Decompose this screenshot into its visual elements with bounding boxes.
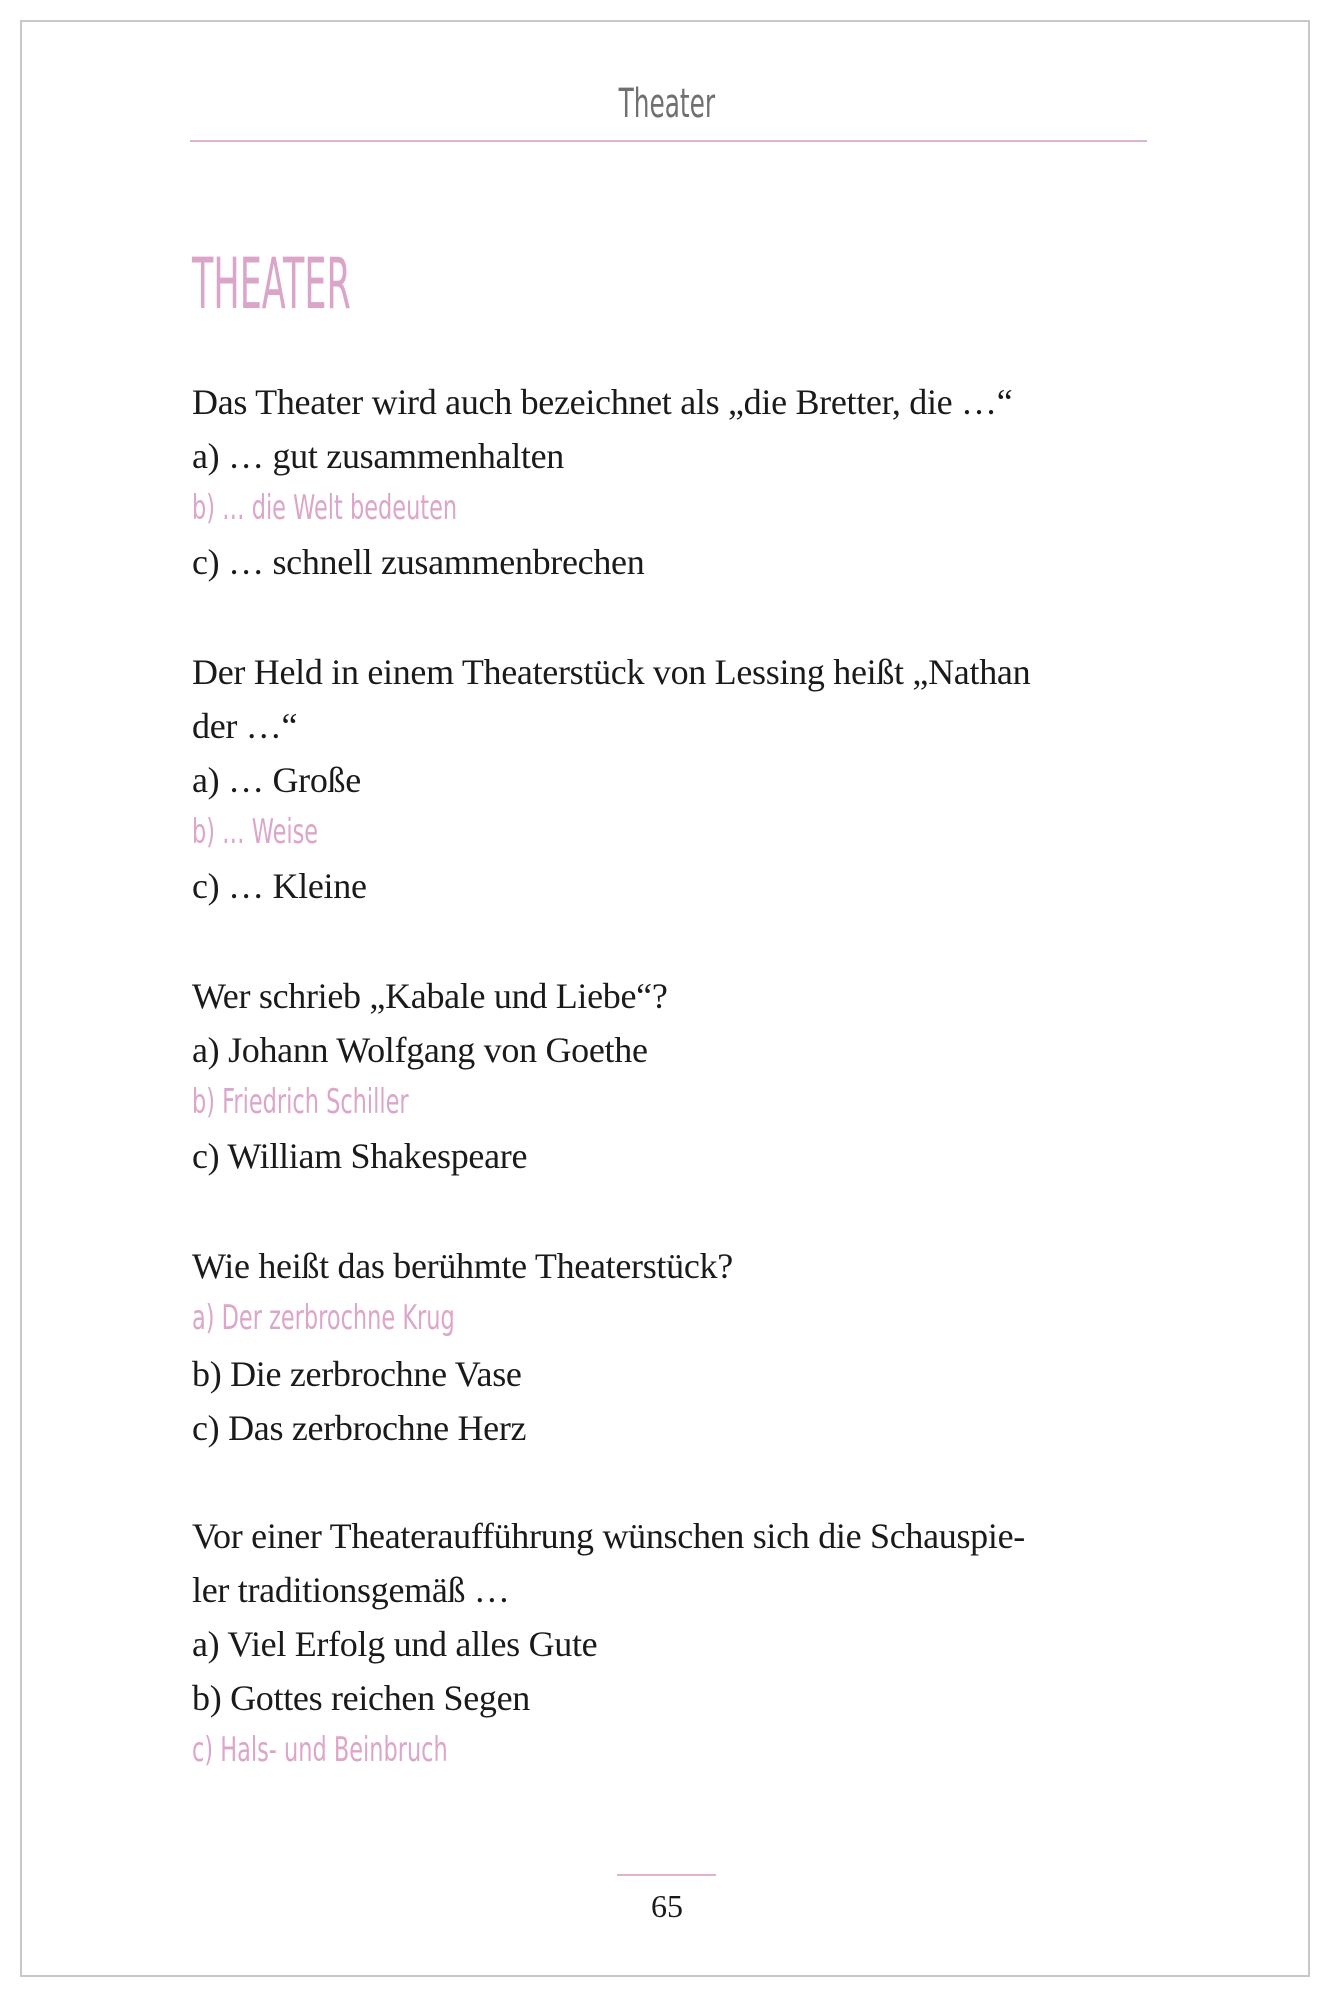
question-4-answer-c: c) Das zerbrochne Herz bbox=[192, 1408, 527, 1448]
question-4-answer-b: b) Die zerbrochne Vase bbox=[192, 1354, 522, 1394]
question-3-answer-a: a) Johann Wolfgang von Goethe bbox=[192, 1030, 648, 1070]
footer-rule bbox=[617, 1874, 716, 1876]
chapter-title bbox=[192, 243, 510, 325]
question-5-answer-a: a) Viel Erfolg und alles Gute bbox=[192, 1624, 598, 1664]
question-2-answer-a: a) … Große bbox=[192, 760, 361, 800]
question-1-answer-c: c) … schnell zusammenbrechen bbox=[192, 542, 645, 582]
question-3-answer-c: c) William Shakespeare bbox=[192, 1136, 528, 1176]
question-1-line-1: Das Theater wird auch bezeichnet als „die Bretter, die …“ bbox=[192, 382, 1013, 422]
question-5-line-2: ler traditionsgemäß … bbox=[192, 1570, 510, 1610]
question-3-answer-b-correct bbox=[192, 1082, 520, 1122]
question-1-answer-a: a) … gut zusammenhalten bbox=[192, 436, 564, 476]
chapter-title-text: THEATER bbox=[192, 243, 351, 325]
question-2-answer-c: c) … Kleine bbox=[192, 866, 367, 906]
question-1-answer-b-correct bbox=[192, 488, 594, 528]
correct-answer-text: b) … Weise bbox=[192, 812, 319, 852]
question-5-line-1: Vor einer Theateraufführung wünschen sich die Schauspie- bbox=[192, 1516, 1025, 1556]
question-4-answer-a-correct bbox=[192, 1298, 590, 1338]
question-2-line-2: der …“ bbox=[192, 706, 298, 746]
correct-answer-text: b) Friedrich Schiller bbox=[192, 1082, 409, 1122]
question-4-line-1: Wie heißt das berühmte Theaterstück? bbox=[192, 1246, 733, 1286]
question-2-line-1: Der Held in einem Theaterstück von Lessing heißt „Nathan bbox=[192, 652, 1031, 692]
question-5-answer-b: b) Gottes reichen Segen bbox=[192, 1678, 530, 1718]
question-2-answer-b-correct bbox=[192, 812, 383, 852]
correct-answer-text: c) Hals- und Beinbruch bbox=[192, 1730, 448, 1770]
correct-answer-text: b) … die Welt bedeuten bbox=[192, 488, 458, 528]
question-3-line-1: Wer schrieb „Kabale und Liebe“? bbox=[192, 976, 668, 1016]
page-number: 65 bbox=[651, 1888, 683, 1924]
correct-answer-text: a) Der zerbrochne Krug bbox=[192, 1298, 455, 1338]
header-rule bbox=[190, 140, 1147, 142]
running-head-text: Theater bbox=[618, 81, 716, 127]
question-5-answer-c-correct bbox=[192, 1730, 579, 1770]
running-head bbox=[0, 76, 1334, 132]
